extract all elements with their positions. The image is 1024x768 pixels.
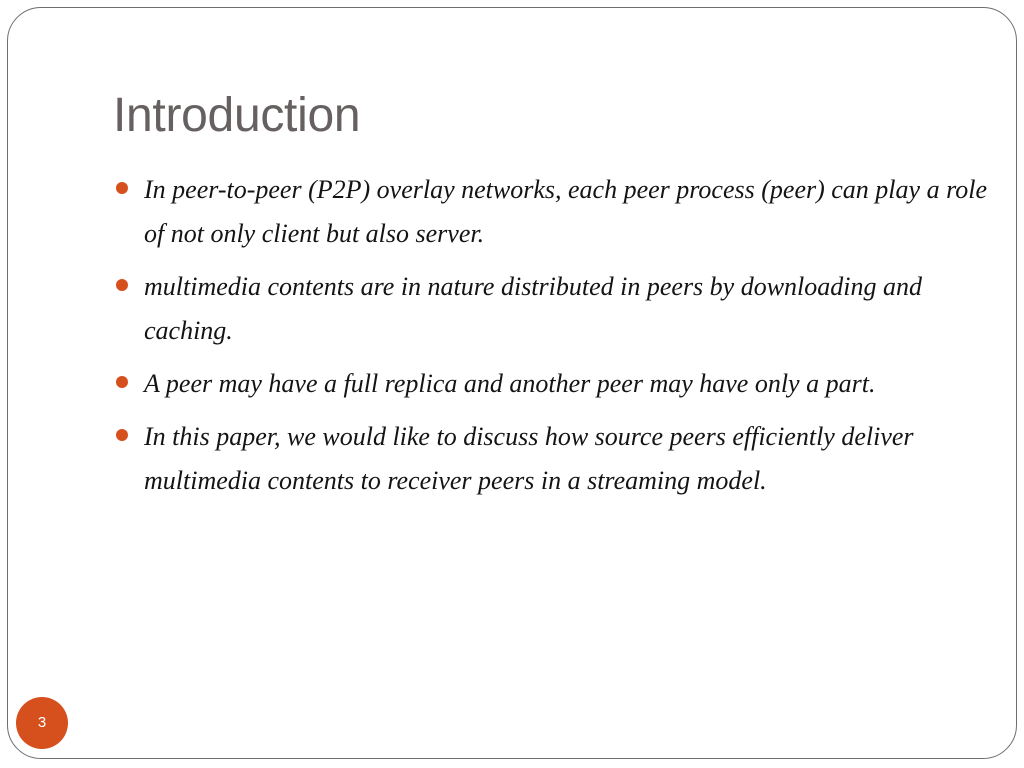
bullet-dot-icon <box>116 376 128 388</box>
slide-title: Introduction <box>113 89 361 142</box>
bullet-item <box>116 168 996 256</box>
bullet-text: multimedia contents are in nature distributed in peers by downloading and caching. <box>144 272 923 345</box>
bullet-dot-icon <box>116 182 128 194</box>
bullet-list <box>116 168 996 512</box>
bullet-dot-icon <box>116 279 128 291</box>
bullet-item <box>116 362 996 406</box>
bullet-dot-icon <box>116 429 128 441</box>
bullet-text: In this paper, we would like to discuss how source peers efficiently deliver multimedia contents to receiver peers in a streaming model. <box>144 422 914 495</box>
bullet-item <box>116 415 996 503</box>
page-number-badge: 3 <box>16 697 68 749</box>
bullet-item <box>116 265 996 353</box>
bullet-text: A peer may have a full replica and another peer may have only a part. <box>144 369 876 398</box>
bullet-text: In peer-to-peer (P2P) overlay networks, each peer process (peer) can play a role of not only client but also server. <box>144 175 987 248</box>
